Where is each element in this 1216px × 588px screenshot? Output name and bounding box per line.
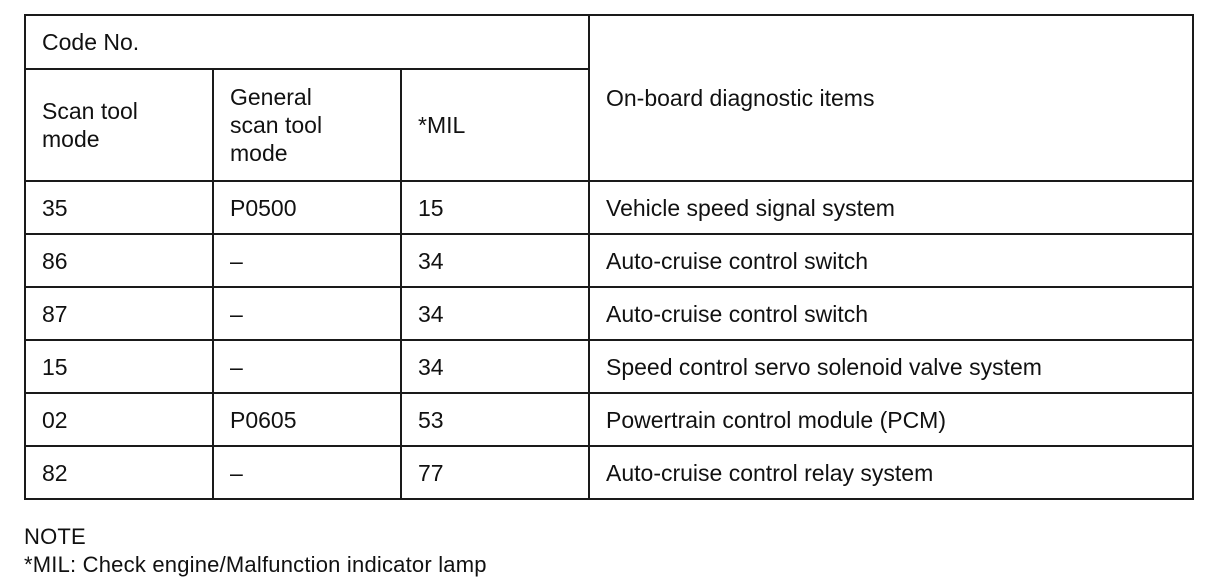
general-code-cell: – [213, 234, 401, 287]
diagnostic-item-cell: Auto-cruise control switch [589, 234, 1193, 287]
mil-code-cell: 34 [401, 234, 589, 287]
general-code-cell: – [213, 340, 401, 393]
scan-tool-mode-header: Scan tool mode [25, 69, 213, 181]
note-title: NOTE [24, 524, 86, 549]
note-block [24, 523, 487, 579]
diagnostic-item-cell: Vehicle speed signal system [589, 181, 1193, 234]
mil-header: *MIL [401, 69, 589, 181]
scan-code-cell: 87 [25, 287, 213, 340]
diagnostic-item-cell: Powertrain control module (PCM) [589, 393, 1193, 446]
header-row-1 [25, 15, 1193, 69]
general-code-cell: P0500 [213, 181, 401, 234]
scan-code-cell: 15 [25, 340, 213, 393]
mil-code-cell: 77 [401, 446, 589, 499]
table-row [25, 287, 1193, 340]
mil-code-cell: 53 [401, 393, 589, 446]
table-row [25, 340, 1193, 393]
table-row [25, 234, 1193, 287]
table-row [25, 181, 1193, 234]
mil-code-cell: 34 [401, 340, 589, 393]
table-row [25, 446, 1193, 499]
note-text: *MIL: Check engine/Malfunction indicator lamp [24, 552, 487, 577]
general-code-cell: P0605 [213, 393, 401, 446]
mil-code-cell: 34 [401, 287, 589, 340]
scan-code-cell: 02 [25, 393, 213, 446]
mil-code-cell: 15 [401, 181, 589, 234]
code-no-header: Code No. [25, 15, 589, 69]
diagnostic-item-cell: Speed control servo solenoid valve system [589, 340, 1193, 393]
general-code-cell: – [213, 287, 401, 340]
general-scan-tool-mode-header: General scan tool mode [213, 69, 401, 181]
scan-code-cell: 86 [25, 234, 213, 287]
scan-code-cell: 35 [25, 181, 213, 234]
table-row [25, 393, 1193, 446]
diagnostic-code-table [24, 14, 1194, 500]
diagnostic-item-cell: Auto-cruise control relay system [589, 446, 1193, 499]
diagnostic-items-header: On-board diagnostic items [589, 15, 1193, 181]
general-code-cell: – [213, 446, 401, 499]
diagnostic-item-cell: Auto-cruise control switch [589, 287, 1193, 340]
scan-code-cell: 82 [25, 446, 213, 499]
